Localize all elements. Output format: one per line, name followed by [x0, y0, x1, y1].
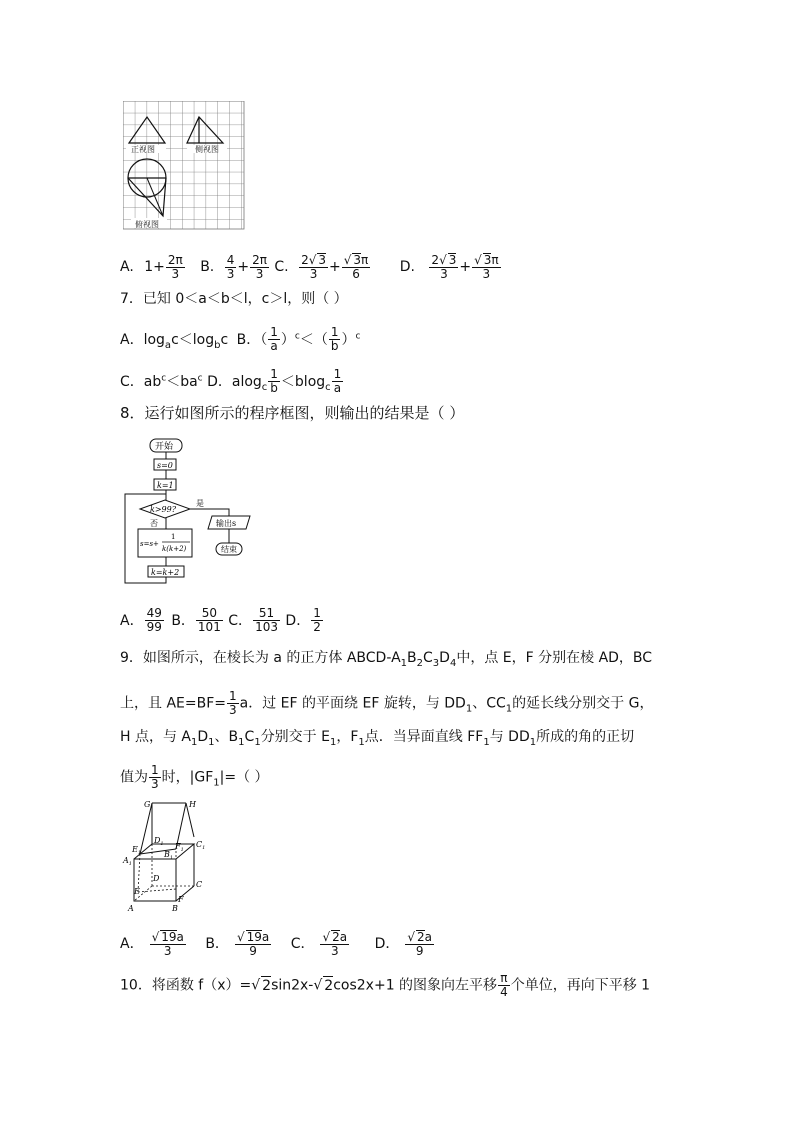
- cube-label-c: C: [196, 880, 203, 889]
- q6-option-d[interactable]: D. $\frac{2√ 3}{3}$ + $\frac{√ 3\pi}{3}$: [399, 253, 499, 281]
- cube-label-a1: $A_1$: [123, 856, 132, 867]
- q7-option-a[interactable]: A．$\log_ac<\log_bc$: [120, 331, 229, 351]
- flow-k1-text: k=1: [157, 481, 174, 490]
- q6-options: [120, 253, 502, 281]
- q6-option-a[interactable]: A. 1+ $\frac{2\pi}{3}$: [120, 252, 183, 281]
- fraction: $\frac{1}{3}$: [229, 689, 237, 717]
- cube-label-h: H: [189, 800, 196, 809]
- cube-label-b1: $B_1$: [164, 850, 174, 861]
- flow-update-den: k(k+2): [162, 545, 187, 553]
- fraction: $\frac{√ 2a}{3}$: [322, 930, 348, 958]
- fraction: $\frac{2\pi}{3}$: [252, 252, 267, 281]
- q7-option-c[interactable]: C．$ab^c<ba^c$: [120, 372, 203, 390]
- q8-stem: 8．运行如图所示的程序框图，则输出的结果是（ ）: [120, 404, 465, 422]
- cube-label-f1: $F_1$: [175, 842, 184, 853]
- fraction: $\frac{√ 19a}{3}$: [151, 930, 184, 958]
- q9-line-2: 上，且 AE=BF= $\frac{1}{3}$ a．过 EF 的平面绕 EF 旋转，与 $DD_1$、$CC_1$的延长线分别交于 G，: [120, 689, 654, 717]
- flow-update-k-text: k=k+2: [151, 568, 180, 577]
- q9-option-b[interactable]: B． $\frac{√ 19a}{9}$: [205, 930, 270, 958]
- q8-option-d[interactable]: D． $\frac{1}{2}$: [285, 606, 321, 634]
- q7-options-ab: [120, 326, 360, 354]
- flow-no-text: 否: [150, 519, 158, 528]
- cube-label-c1: $C_1$: [196, 840, 206, 851]
- flow-start-text: 开始: [155, 442, 174, 452]
- fraction: $\frac{\pi}{4}$: [500, 971, 508, 999]
- fraction: $\frac{1}{3}$: [151, 763, 159, 791]
- fraction: $\frac{1}{b}$: [270, 367, 278, 395]
- fraction: $\frac{1}{a}$: [333, 367, 342, 395]
- q8-option-c[interactable]: C． $\frac{51}{103}$: [228, 606, 278, 634]
- fraction: $\frac{4}{3}$: [226, 252, 235, 281]
- flow-s0-text: s=0: [157, 461, 173, 470]
- q9-line-3: H 点，与 $A_1D_1$、$B_1C_1$分别交于 $E_1$，$F_1$点．当异面直线 $FF_1$与 $DD_1$所成的角的正切: [120, 729, 635, 748]
- cube-label-d1: $D_1$: [154, 836, 164, 847]
- cube-label-e: E: [134, 887, 140, 896]
- fraction: $\frac{1}{b}$: [330, 325, 339, 353]
- fraction: $\frac{1}{a}$: [270, 325, 278, 353]
- q7-option-b[interactable]: B．（ $\frac{1}{a}$ ）$^c$＜（ $\frac{1}{b}$ ）$^c$: [236, 325, 361, 353]
- q8-option-b[interactable]: B． $\frac{50}{101}$: [171, 606, 221, 634]
- fraction: $\frac{2√ 3}{3}$: [431, 253, 457, 281]
- q8-options: [120, 607, 324, 634]
- q6-option-b[interactable]: B. $\frac{4}{3}$ + $\frac{2\pi}{3}$: [200, 252, 267, 281]
- q9-option-a[interactable]: A． $\frac{√ 19a}{3}$: [120, 930, 184, 958]
- cube-figure: [122, 799, 212, 914]
- q10-line-1: 10．将函数 f（x）=√ 2sin2x-√ 2cos2x+1 的图象向左平移 $\frac{\pi}{4}$ 个单位，再向下平移 1: [120, 971, 651, 999]
- cube-label-g: G: [144, 800, 151, 809]
- fraction: $\frac{√ 19a}{9}$: [236, 930, 270, 958]
- q8-option-a[interactable]: A． $\frac{49}{99}$: [120, 606, 162, 634]
- cube-label-f: F: [178, 895, 184, 904]
- fraction: $\frac{√ 3\pi}{6}$: [343, 253, 369, 281]
- fraction: $\frac{2√ 3}{3}$: [301, 253, 327, 281]
- grid-background: [123, 101, 244, 229]
- fraction: $\frac{51}{103}$: [255, 606, 278, 634]
- fraction: $\frac{2\pi}{3}$: [167, 252, 183, 281]
- three-view-figure: [123, 101, 247, 231]
- cube-label-d: D: [153, 874, 160, 883]
- fraction: $\frac{√ 3\pi}{3}$: [474, 253, 499, 281]
- flow-yes-text: 是: [196, 499, 204, 508]
- flow-end-text: 结束: [221, 545, 237, 554]
- fraction: $\frac{1}{2}$: [313, 606, 321, 634]
- q7-options-cd: [120, 368, 344, 396]
- q9-option-d[interactable]: D． $\frac{√ 2a}{9}$: [374, 930, 433, 958]
- fraction: $\frac{49}{99}$: [146, 606, 162, 634]
- top-view-label: 俯视图: [135, 220, 159, 229]
- front-view-label: 正视图: [131, 145, 155, 154]
- flow-output-text: 输出s: [216, 519, 237, 528]
- flow-update-s-text: s=s+: [140, 540, 159, 548]
- q9-options: [120, 930, 435, 958]
- q9-line-1: 9．如图所示，在棱长为 a 的正方体 ABCD-$A_1B_2C_3D_4$中，点 E，F 分别在棱 AD，BC: [120, 650, 653, 669]
- cube-label-a: A: [128, 904, 134, 913]
- side-view-label: 侧视图: [195, 145, 219, 154]
- flowchart-figure: [122, 437, 262, 587]
- q7-option-d[interactable]: D．alog$_c$ $\frac{1}{b}$ ＜blog$_c$ $\frac{1}{a}$: [207, 367, 342, 395]
- q7-stem: 7．已知 0＜a＜b＜l，c＞l，则（ ）: [120, 291, 348, 307]
- flow-update-num: 1: [171, 533, 176, 541]
- fraction: $\frac{√ 2a}{9}$: [407, 930, 433, 958]
- cube-label-e1: $E_1$: [132, 845, 142, 856]
- fraction: $\frac{50}{101}$: [197, 606, 221, 634]
- flow-cond-text: k>99?: [150, 505, 177, 514]
- q9-option-c[interactable]: C． $\frac{√ 2a}{3}$: [290, 930, 348, 958]
- q9-line-4: 值为 $\frac{1}{3}$ 时，$|GF_1|=$（ ）: [120, 763, 269, 791]
- cube-label-b: B: [172, 904, 178, 913]
- q6-option-c[interactable]: C. $\frac{2√ 3}{3}$ + $\frac{√ 3\pi}{6}$: [274, 253, 369, 281]
